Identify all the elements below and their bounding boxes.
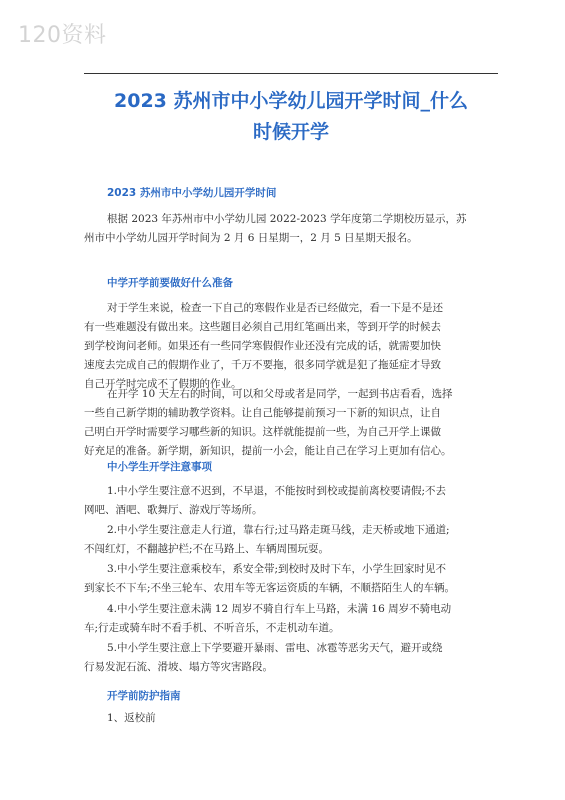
section-heading-precautions: 中小学生开学注意事项 — [107, 461, 212, 473]
text-line: 己明白开学时需要学习哪些新的知识。这样就能提前一些，为自己开学上课做 — [84, 426, 441, 438]
paragraph — [84, 560, 498, 598]
text-line: 自己开学时完成不了假期的作业。 — [84, 378, 242, 390]
text-line: 对于学生来说，检查一下自己的寒假作业是否已经做完，看一下是不是还 — [107, 302, 443, 314]
text-line: 4.中小学生要注意未满 12 周岁不骑自行车上马路，未满 16 周岁不骑电动 — [107, 603, 452, 615]
paragraph — [84, 210, 498, 248]
text-line: 速度去完成自己的假期作业了，千万不要拖，很多同学就是犯了拖延症才导致 — [84, 359, 441, 371]
text-line: 好充足的准备。新学期，新知识，提前一小会，能让自己在学习上更加有信心。 — [84, 445, 452, 457]
paragraph — [84, 639, 498, 677]
text-line: 2.中小学生要注意走人行道，靠右行;过马路走斑马线，走天桥或地下通道; — [107, 524, 450, 536]
text-line: 根据 2023 年苏州市中小学幼儿园 2022-2023 学年度第二学期校历显示，苏 — [107, 213, 467, 225]
paragraph — [84, 600, 498, 638]
section-heading-preparation: 中学开学前要做好什么准备 — [107, 277, 233, 289]
text-line: 到学校询问老师。如果还有一些同学寒假假作业还没有完成的话，就需要加快 — [84, 340, 441, 352]
text-line: 网吧、酒吧、歌舞厅、游戏厅等场所。 — [84, 504, 263, 516]
text-line: 1.中小学生要注意不迟到，不早退，不能按时到校或提前离校要请假;不去 — [107, 485, 447, 497]
title-line-2: 时候开学 — [252, 121, 329, 143]
text-line: 有一些难题没有做出来。这些题目必须自己用红笔画出来，等到开学的时候去 — [84, 321, 441, 333]
text-line: 行易发泥石流、滑坡、塌方等灾害路段。 — [84, 661, 273, 673]
text-line: 州市中小学幼儿园开学时间为 2 月 6 日星期一，2 月 5 日星期天报名。 — [84, 232, 418, 244]
paragraph — [84, 482, 498, 520]
section-heading-protection-guide: 开学前防护指南 — [107, 690, 181, 702]
text-line: 不闯红灯，不翻越护栏;不在马路上、车辆周围玩耍。 — [84, 543, 330, 555]
paragraph — [84, 709, 498, 728]
text-line: 一些自己新学期的辅助教学资料。让自己能够提前预习一下新的知识点，让自 — [84, 407, 441, 419]
watermark: 120资料 — [18, 23, 107, 48]
section-heading-opening-time: 2023 苏州市中小学幼儿园开学时间 — [107, 187, 277, 199]
text-line: 在开学 10 天左右的时间，可以和父母或者是同学，一起到书店看看，选择 — [107, 388, 453, 400]
paragraph — [84, 385, 498, 461]
text-line: 1、返校前 — [107, 712, 156, 724]
paragraph — [84, 299, 498, 394]
paragraph — [84, 521, 498, 559]
page-title — [84, 86, 498, 148]
title-line-1: 2023 苏州市中小学幼儿园开学时间_什么 — [114, 90, 468, 112]
header-rule — [84, 73, 498, 74]
text-line: 5.中小学生要注意上下学要避开暴雨、雷电、冰雹等恶劣天气，避开或绕 — [107, 642, 443, 654]
text-line: 3.中小学生要注意乘校车，系安全带;到校时及时下车，小学生回家时见不 — [107, 563, 447, 575]
text-line: 到家长不下车;不坐三轮车、农用车等无客运资质的车辆，不顺搭陌生人的车辆。 — [84, 582, 456, 594]
text-line: 车;行走或骑车时不看手机、不听音乐，不走机动车道。 — [84, 622, 340, 634]
